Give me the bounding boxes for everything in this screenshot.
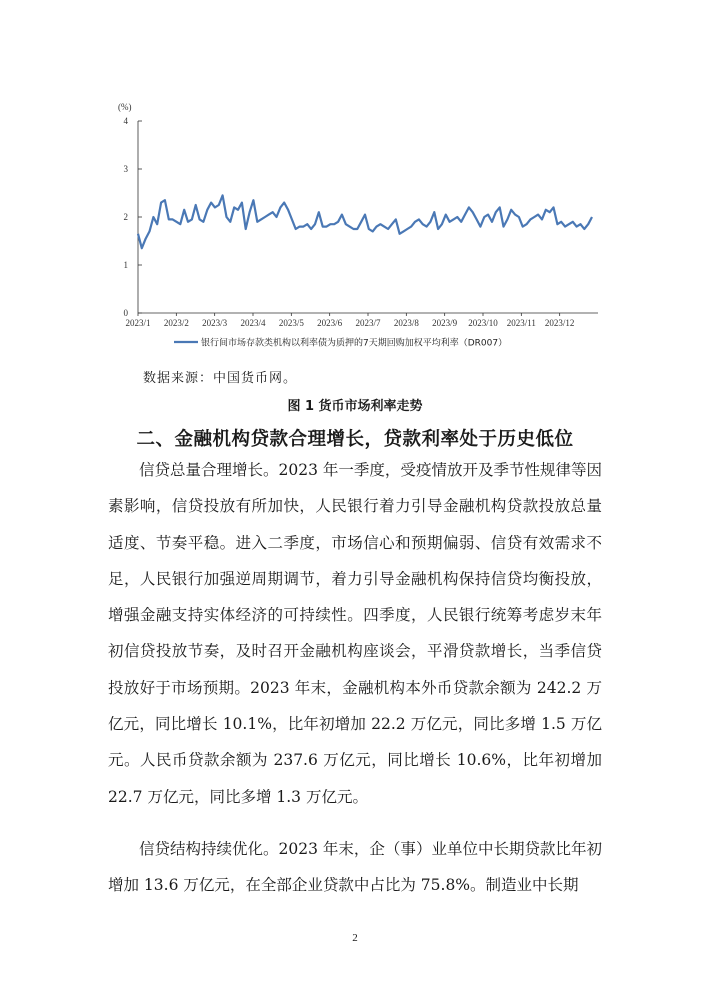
y-tick-label: 0 [123,308,128,318]
y-axis [124,116,143,318]
section-heading: 二、金融机构贷款合理增长，贷款利率处于历史低位 [136,429,574,450]
x-axis [125,313,598,328]
data-source-note: 数据来源：中国货币网。 [143,371,298,386]
x-tick-label: 2023/4 [240,318,266,328]
x-tick-label: 2023/2 [163,318,189,328]
x-tick-label: 2023/6 [317,318,343,328]
x-tick-label: 2023/8 [393,318,419,328]
x-tick-label: 2023/1 [125,318,151,328]
x-tick-label: 2023/3 [202,318,228,328]
y-tick-label: 3 [123,164,128,174]
x-tick-label: 2023/9 [432,318,458,328]
x-tick-label: 2023/10 [468,318,498,328]
x-tick-label: 2023/5 [278,318,304,328]
x-tick-label: 2023/12 [544,318,575,328]
y-tick-label: 4 [123,116,128,126]
y-tick-label: 1 [123,260,128,270]
body-paragraph-credit-growth: 信贷总量合理增长。2023 年一季度，受疫情放开及季节性规律等因素影响，信贷投放有所加快，人民银行着力引导金融机构贷款投放总量适度、节奏平稳。进入二季度，市场信心和预期偏弱、信贷有效需求不足，人民银行加强逆周期调节，着力引导金融机构保持信贷均衡投放，增强金融支持实体经济的可持续性。四季度，人民银行统筹考虑岁末年初信贷投放节奏，及时召开金融机构座谈会，平滑贷款增长，当季信贷投放好于市场预期。2023 年末，金融机构本外币贷款余额为 242.2 万亿元，同比增长 10.1%，比年初增加 22.2 万亿元，同比多增 1.5 万亿元。人民币贷款余额为 237.6 万亿元，同比增长 10.6%，比年初增加 22.7 万亿元，同比多增 1.3 万亿元。 [108,461,602,806]
figure-caption: 图 1 货币市场利率走势 [287,399,423,414]
x-tick-label: 2023/11 [506,318,536,328]
legend-label: 银行间市场存款类机构以利率债为质押的7天期回购加权平均利率（DR007） [201,338,508,349]
interest-rate-chart [100,96,610,356]
page-number: 2 [352,932,358,944]
y-tick-label: 2 [123,212,128,222]
body-paragraph-credit-structure: 信贷结构持续优化。2023 年末，企（事）业单位中长期贷款比年初增加 13.6 万亿元，在全部企业贷款中占比为 75.8%。制造业中长期 [108,840,602,895]
x-tick-label: 2023/7 [355,318,381,328]
dr007-series-line [138,195,592,248]
y-unit-label: (%) [118,102,132,112]
